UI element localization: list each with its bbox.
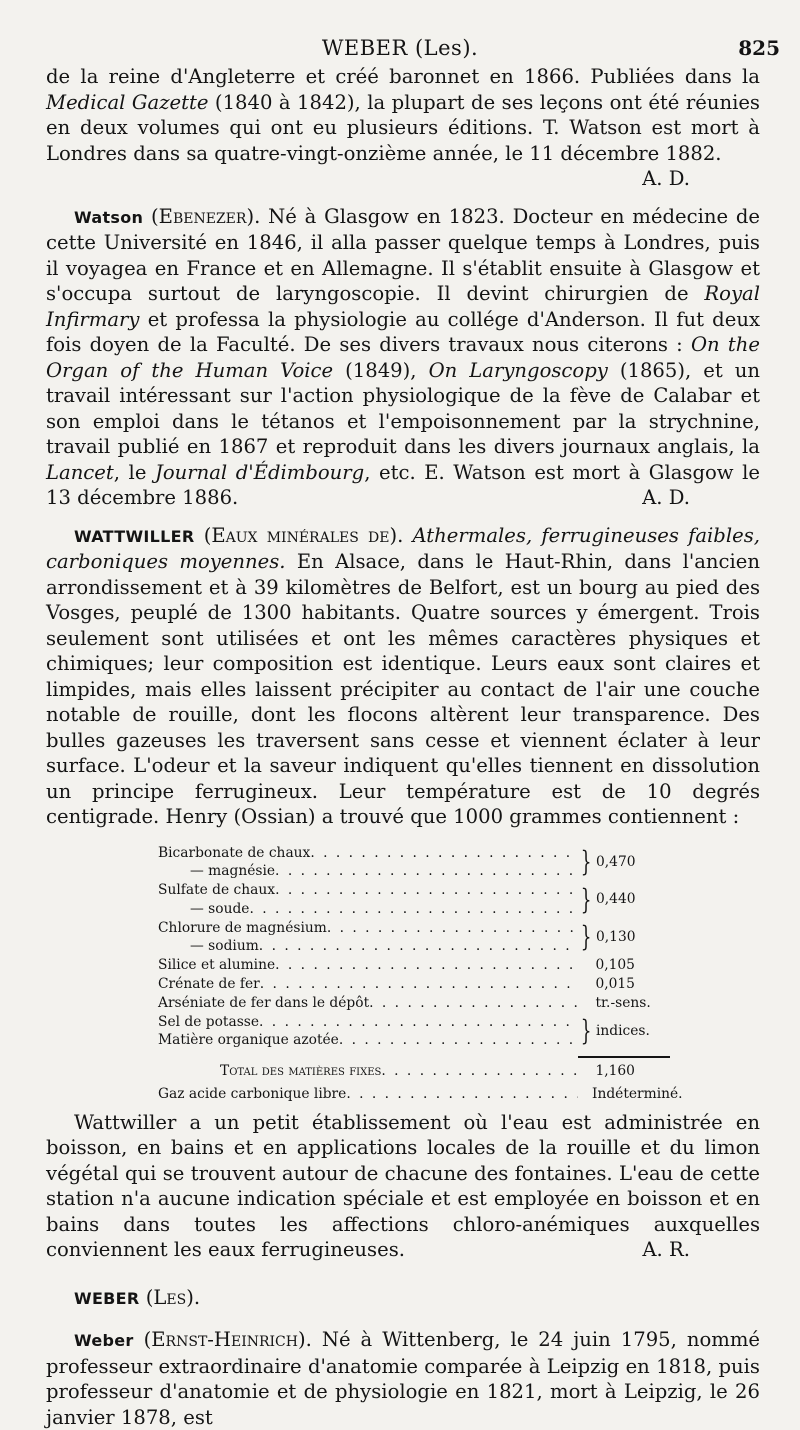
table-row-label: — magnésie . . . [158, 862, 578, 881]
page-number: 825 [738, 36, 780, 60]
running-head: WEBER (Les). [321, 36, 479, 60]
table-row-label: Arséniate de fer dans le dépôt . . . [158, 994, 578, 1013]
gas-row: Gaz acide carbonique libre . . . Indéterminé. [158, 1085, 678, 1104]
paragraph-watson-thomas-end: de la reine d'Angleterre et créé baronnet en 1866. Publiées dans la Medical Gazette (1840 à 1842), la plupart de ses leçons ont été réunies en deux volumes qui ont eu plusieurs éditions. T. Watson est mort à Londres dans sa quatre-vingt-onzième année, le 11 décembre 1882. A. D. [46, 65, 760, 190]
table-row-label: Bicarbonate de chaux . . . [158, 844, 578, 863]
table-row [158, 956, 678, 975]
table-row-value: 0,105 [595, 957, 635, 974]
table-row [158, 844, 678, 882]
brace: } [580, 882, 592, 916]
table-row [158, 975, 678, 994]
author-signature: A. D. [642, 167, 690, 190]
total-rule [578, 1056, 670, 1058]
paragraph-wattwiller-usage: Wattwiller a un petit établissement où l'eau est administrée en boisson, en bains et en applications locales de la rouille et du limon végétal qui se trouvent autour de chacune des fontaines. L'eau de cette station n'a aucune indication spéciale et est employée en boisson et en bains dans toutes les affections chloro-anémiques auxquelles conviennent les eaux ferrugineuses. A. R. [46, 1110, 760, 1262]
table-row-value: 0,470 [596, 853, 636, 870]
table-row-label: Crénate de fer . . . [158, 975, 578, 994]
table-row-value: 0,015 [595, 976, 635, 993]
page-header [0, 34, 800, 64]
entry-headword: Watson [74, 207, 144, 227]
brace: } [580, 845, 592, 879]
table-row-label: Sel de potasse . . . [158, 1013, 578, 1032]
table-row-value: 0,130 [596, 929, 636, 946]
brace: } [580, 1014, 592, 1048]
entry-headword: Weber [74, 1331, 134, 1351]
table-row-value: tr.-sens. [595, 994, 651, 1011]
table-row-value: 0,440 [596, 891, 636, 908]
table-row [158, 994, 678, 1013]
table-row [158, 1013, 678, 1051]
entry-weber-ernst-heinrich: Weber (Ernst-Heinrich). Né à Wittenberg, le 24 juin 1795, nommé professeur extraordinaire d'anatomie comparée à Leipzig en 1818, puis professeur d'anatomie et de physiologie en 1821, mort à Leipzig, le 26 janvier 1878, est [46, 1328, 761, 1429]
table-row [158, 881, 678, 919]
section-weber-les: WEBER (Les). [74, 1285, 201, 1309]
table-row-label: — soude . . . [158, 900, 578, 919]
table-row-label: — sodium . . . [158, 937, 578, 956]
table-row-label: Matière organique azotée . . . [158, 1031, 578, 1050]
table-row-value: indices. [596, 1023, 650, 1040]
total-row: Total des matières fixes . . . 1,160 [158, 1062, 678, 1081]
entry-wattwiller: WATTWILLER (Eaux minérales de). Athermales, ferrugineuses faibles, carboniques moyennes. En Alsace, dans le Haut-Rhin, dans l'ancien arrondissement et à 39 kilomètres de Belfort, est un bourg au pied des Vosges, peuplé de 1300 habitants. Quatre sources y émergent. Trois seulement sont utilisées et ont les mêmes caractères physiques et chimiques; leur composition est identique. Leurs eaux sont claires et limpides, mais elles laissent précipiter au contact de l'air une couche notable de rouille, dont les flocons altèrent leur transparence. Des bulles gazeuses les traversent sans cesse et viennent éclater à leur surface. L'odeur et la saveur indiquent qu'elles tiennent en dissolution un principe ferrugineux. Leur température est de 10 degrés centigrade. Henry (Ossian) a trouvé que 1000 grammes contiennent : [46, 523, 760, 828]
author-signature: A. D. [642, 486, 690, 509]
section-headword: WEBER [74, 1288, 140, 1308]
page-body [46, 64, 760, 1430]
mineral-composition-table [158, 844, 683, 1104]
table-row-label: Sulfate de chaux . . . [158, 881, 578, 900]
table-row-label: Silice et alumine . . . [158, 956, 578, 975]
brace: } [580, 920, 592, 954]
entry-watson-ebenezer: Watson (Ebenezer). Né à Glasgow en 1823. Docteur en médecine de cette Université en 1846, il alla passer quelque temps à Londres, puis il voyagea en France et en Allemagne. Il s'établit ensuite à Glasgow et s'occupa surtout de laryngoscopie. Il devint chirurgien de Royal Infirmary et professa la physiologie au collége d'Anderson. Il fut deux fois doyen de la Faculté. De ses divers travaux nous citerons : On the Organ of the Human Voice (1849), On Laryngoscopy (1865), et un travail intéressant sur l'action physiologique de la fève de Calabar et son emploi dans le tétanos et l'empoisonnement par la strychnine, travail publié en 1867 et reproduit dans les divers journaux anglais, la Lancet, le Journal d'Édimbourg, etc. E. Watson est mort à Glasgow le 13 décembre 1886. A. D. [46, 204, 760, 509]
entry-headword: WATTWILLER [74, 526, 195, 546]
author-signature: A. R. [642, 1238, 690, 1262]
table-row-label: Chlorure de magnésium . . . [158, 919, 578, 938]
table-row [158, 919, 678, 957]
